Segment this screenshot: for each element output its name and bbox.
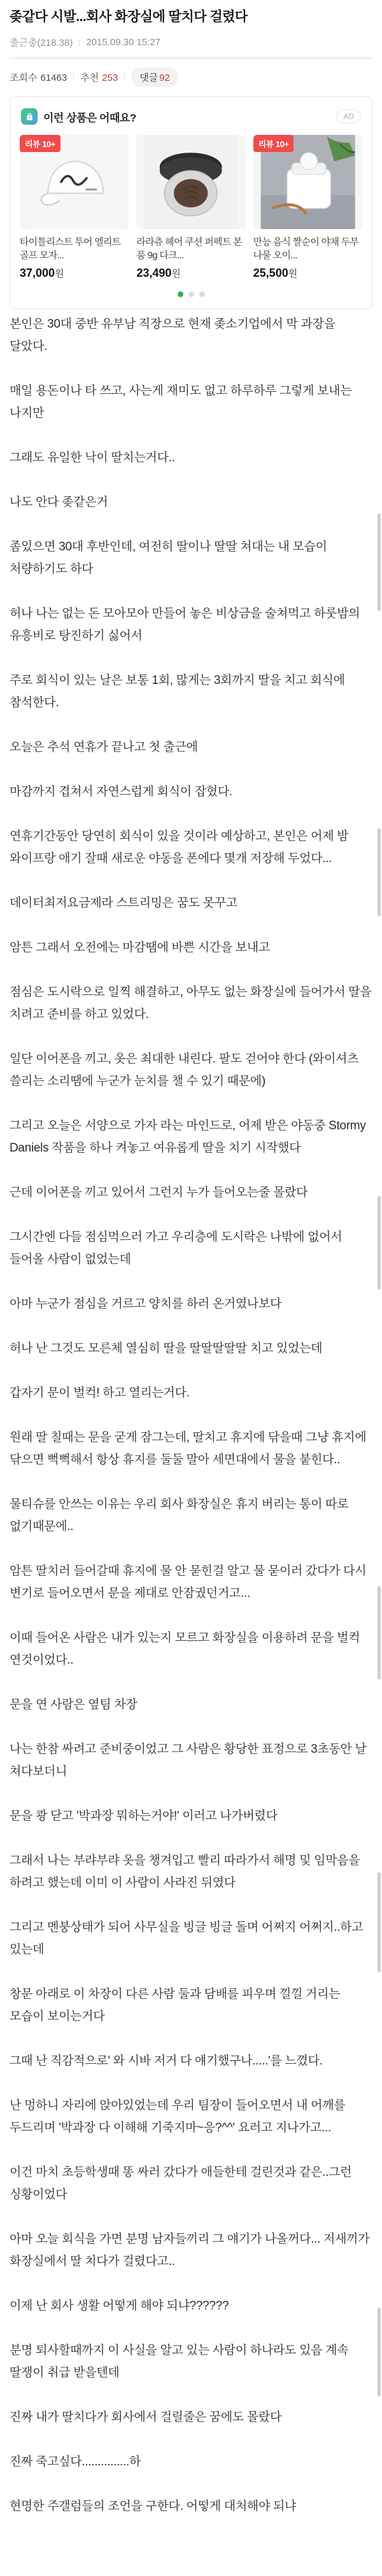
post-paragraph: 연휴기간동안 당연히 회식이 있을 것이라 예상하고, 본인은 어제 밤 와이프랑 애기 잘때 새로운 야동을 폰에다 몇개 저장해 두었다... — [10, 830, 349, 865]
ad-product[interactable] — [20, 135, 129, 280]
ad-product[interactable] — [253, 135, 362, 280]
post-paragraph: 점심은 도시락으로 일찍 해결하고, 아무도 없는 화장실에 들어가서 딸을 치려고 준비를 하고 있었다. — [10, 985, 372, 1021]
byline — [10, 36, 372, 49]
post-paragraph: 난 멍하니 자리에 앉아있었는데 우리 팀장이 들어오면서 내 어깨를 두드리며 '박과장 다 이해해 기죽지마~응?^^' 요러고 지나가고... — [10, 2099, 346, 2134]
price-currency: 원 — [171, 268, 181, 279]
price-number: 37,000 — [20, 267, 55, 279]
post-paragraph: 마감까지 겹쳐서 자연스럽게 회식이 잡혔다. — [10, 785, 232, 798]
post-paragraph: 그때 난 직감적으로' 와 시바 저거 다 얘기했구나.....'를 느꼈다. — [10, 2054, 323, 2068]
product-price — [20, 267, 129, 280]
post-paragraph: 문을 쾅 닫고 '박과장 뭐하는거야!' 이러고 나가버렸다 — [10, 1809, 278, 1823]
ad-header — [20, 106, 362, 126]
price-currency: 원 — [288, 268, 298, 279]
post-paragraph: 암튼 딸치러 들어갈때 휴지에 물 안 묻힌걸 알고 물 묻이러 갔다가 다시 변기로 들어오면서 문을 제대로 안잠궜던거고... — [10, 1564, 367, 1600]
post-paragraph: 분명 퇴사할때까지 이 사실을 알고 있는 사람이 하나라도 있음 계속 딸쟁이 취급 받을텐데 — [10, 2344, 349, 2379]
scrollbar-thumb[interactable] — [378, 2308, 381, 2397]
review-badge: 리뷰 10+ — [253, 135, 294, 152]
scrollbar-thumb[interactable] — [378, 1196, 381, 1290]
post-header — [0, 0, 382, 59]
stats-row — [0, 59, 382, 90]
post-paragraph: 진짜 내가 딸치다가 회사에서 걸릴줄은 꿈에도 몰랐다 — [10, 2411, 282, 2424]
ad-card — [10, 96, 372, 309]
product-price — [136, 267, 245, 280]
post-paragraph: 아마 누군가 점심을 거르고 양치를 하러 온거였나보다 — [10, 1297, 282, 1311]
post-paragraph: 문을 연 사람은 옆팀 차장 — [10, 1698, 138, 1711]
ad-badge: AD — [336, 109, 361, 123]
ad-title: 이런 상품은 어때요? — [43, 111, 136, 124]
scrollbar-thumb[interactable] — [378, 828, 381, 916]
comments-label: 댓글 — [139, 73, 159, 83]
scrollbar-thumb[interactable] — [378, 1872, 381, 1972]
views-count: 61463 — [40, 73, 67, 83]
views-stat — [10, 71, 67, 84]
post-paragraph: 물티슈를 안쓰는 이유는 우리 회사 화장실은 휴지 버리는 통이 따로 없기때문에.. — [10, 1498, 349, 1533]
product-image — [20, 135, 129, 229]
product-image — [253, 135, 362, 229]
carousel-dot-active[interactable] — [178, 291, 183, 297]
price-number: 23,490 — [136, 267, 172, 279]
carousel-dot[interactable] — [199, 291, 205, 297]
post-paragraph: 좀있으면 30대 후반인데, 여전히 딸이나 딸딸 쳐대는 내 모습이 처량하기도 하다 — [10, 540, 327, 576]
post-paragraph: 아마 오늘 회식을 가면 분명 남자들끼리 그 얘기가 나올꺼다... 저새끼가 화장실에서 딸 치다가 걸렸다고.. — [10, 2232, 370, 2268]
divider — [73, 74, 74, 81]
likes-count: 253 — [102, 73, 118, 83]
price-number: 25,500 — [253, 267, 288, 279]
post-paragraph: 원래 딸 칠때는 문을 굳게 잠그는데, 딸치고 휴지에 닦을때 그냥 휴지에 닦으면 뻑뻑해서 항상 휴지를 둘둘 말아 세면대에서 물을 붙힌다.. — [10, 1431, 367, 1466]
hair-cushion-image — [136, 135, 245, 229]
scrollbar-thumb[interactable] — [378, 513, 381, 611]
likes-label: 추천 — [80, 73, 99, 83]
ad-products — [20, 135, 362, 280]
post-paragraph: 그시간엔 다들 점심먹으러 가고 우리층에 도시락은 나밖에 없어서 들어올 사람이 없었는데 — [10, 1230, 343, 1266]
product-title: 타이틀리스트 투어 엘리트 골프 모자... — [20, 237, 121, 261]
carousel-dot[interactable] — [188, 291, 194, 297]
post-body — [0, 309, 382, 2565]
post-paragraph: 이건 마치 초등학생때 똥 싸러 갔다가 애들한테 걸린것과 같은..그런 싱황이었다 — [10, 2166, 352, 2201]
post-paragraph: 그래도 유일한 낙이 딸치는거다.. — [10, 451, 175, 464]
post-paragraph: 그래서 나는 부랴부랴 옷을 챙겨입고 빨리 따라가서 해명 및 임막음을 하려고 했는데 이미 이 사람이 사라진 뒤였다 — [10, 1854, 360, 1890]
post-paragraph: 데이터최저요금제라 스트리밍은 꿈도 못꾸고 — [10, 896, 237, 910]
post-paragraph: 오늘은 추석 연휴가 끝나고 첫 출근에 — [10, 741, 198, 754]
views-label: 조회수 — [10, 73, 38, 83]
post-author[interactable]: 출근충(218.38) — [10, 38, 73, 48]
product-title: 만능 음식 짤순이 야채 두부 나물 오이... — [253, 237, 359, 261]
post-paragraph: 매일 용돈이나 타 쓰고, 사는게 재미도 없고 하루하루 그렇게 보내는 나지만 — [10, 384, 352, 420]
ad-product[interactable] — [136, 135, 245, 280]
product-image — [136, 135, 245, 229]
post-paragraph: 근데 이어폰을 끼고 있어서 그런지 누가 들어오는줄 몰랐다 — [10, 1186, 308, 1199]
divider — [79, 39, 80, 46]
post-paragraph: 현명한 주갤럼들의 조언을 구한다. 어떻게 대처해야 되냐 — [10, 2500, 297, 2513]
post-paragraph: 창문 아래로 이 차장이 다른 사람 둘과 담배를 피우며 낄낄 거리는 모습이 보이는거다 — [10, 1988, 341, 2023]
post-paragraph: 갑자기 문이 벌컥! 하고 열리는거다. — [10, 1386, 190, 1400]
post-paragraph: 나는 한참 싸려고 준비중이었고 그 사람은 황당한 표정으로 3초동안 날 쳐다보더니 — [10, 1743, 367, 1778]
comments-count: 92 — [159, 73, 170, 83]
comments-pill[interactable] — [131, 67, 178, 87]
post-paragraph: 주로 회식이 있는 날은 보통 1회, 많게는 3회까지 딸을 치고 회식에 참석한다. — [10, 674, 345, 709]
shopping-bag-icon — [21, 108, 38, 125]
product-title: 라라츄 헤어 쿠션 퍼펙트 본품 9g 다크... — [136, 237, 242, 261]
price-currency: 원 — [55, 268, 64, 279]
post-paragraph: 암튼 그래서 오전에는 마감땜에 바쁜 시간을 보내고 — [10, 941, 271, 954]
post-paragraph: 나도 안다 좆같은거 — [10, 496, 108, 509]
scrollbar-thumb[interactable] — [378, 1586, 381, 1680]
post-paragraph: 이때 들어온 사람은 내가 있는지 모르고 화장실을 이용하려 문을 벌컥 연것이었다.. — [10, 1631, 360, 1667]
carousel-dots — [20, 291, 362, 297]
post-paragraph: 그리고 오늘은 서양으로 가자 라는 마인드로, 어제 받은 야동중 Stormy Daniels 작품을 하나 켜놓고 여유롭게 딸을 치기 시작했다 — [10, 1119, 366, 1155]
post-paragraph: 일단 이어폰을 끼고, 옷은 최대한 내린다. 팔도 걷어야 한다 (와이셔츠 쓸리는 소리땜에 누군가 눈치를 챌 수 있기 때문에) — [10, 1052, 359, 1088]
post-paragraph: 진짜 죽고싶다...............하 — [10, 2455, 141, 2468]
post-title: 좆같다 시발...회사 화장실에 딸치다 걸렸다 — [10, 10, 248, 24]
post-paragraph: 허나 나는 없는 돈 모아모아 만들어 놓은 비상금을 술쳐먹고 하룻밤의 유흥비로 탕진하기 싫어서 — [10, 607, 360, 643]
post-paragraph: 본인은 30대 중반 유부남 직장으로 현재 좆소기업에서 막 과장을 달았다. — [10, 317, 336, 353]
product-price — [253, 267, 362, 280]
post-paragraph: 허나 난 그것도 모른체 열심히 딸을 딸딸딸딸딸 치고 있었는데 — [10, 1342, 323, 1355]
post-paragraph: 이제 난 회사 생활 어떻게 해야 되냐?????? — [10, 2299, 229, 2313]
divider — [124, 74, 125, 81]
likes-stat — [80, 71, 118, 84]
post-paragraph: 그리고 멘붕상태가 되어 사무실을 빙글 빙글 돌며 어쩌지 어쩌지..하고 있는데 — [10, 1921, 364, 1956]
post-date: 2015.09.30 15:27 — [86, 37, 161, 48]
review-badge: 리뷰 10+ — [20, 135, 60, 152]
